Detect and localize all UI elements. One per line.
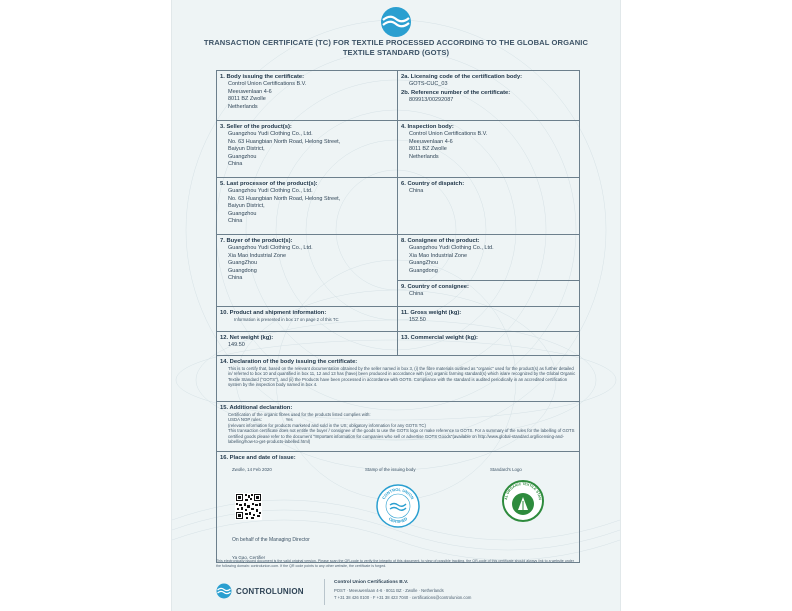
box-3-line: Baiyun District,: [228, 146, 265, 153]
box-1-label: 1. Body issuing the certificate:: [220, 74, 305, 80]
footer-company: Control Union Certifications B.V.: [334, 580, 409, 585]
control-union-certified-seal: [375, 483, 421, 529]
footer-divider: [324, 579, 325, 605]
box-3-line: Guangzhou Yudi Clothing Co., Ltd.: [228, 131, 313, 137]
seal-top-text: CONTROL UNION: [380, 486, 416, 501]
box-3-line: China: [228, 161, 243, 168]
box-12-value: 149.50: [228, 342, 245, 348]
box-4-line: 8011 BZ Zwolle: [409, 146, 447, 153]
gots-logo-icon: [501, 479, 545, 525]
row-7-8-9: [217, 235, 579, 307]
box-3-line: Guangzhou: [228, 153, 257, 160]
seal-bottom-text: CERTIFIED: [387, 516, 409, 525]
box-6-country-dispatch: [398, 178, 579, 234]
box-5-line: China: [228, 218, 243, 225]
box-15-additional-declaration: [217, 402, 579, 451]
box-12-label: 12. Net weight (kg):: [220, 335, 274, 341]
box-8-9-column: [398, 235, 579, 306]
box-5-line: Guangzhou: [228, 210, 257, 217]
box-2b-value: 809913/00292087: [409, 96, 454, 103]
box-7-buyer: [217, 235, 398, 306]
box-8-consignee: [398, 235, 579, 281]
box-8-line: Guangdong: [409, 267, 438, 274]
box-8-line: GuangZhou: [409, 260, 439, 267]
box-1-line: Meeuwenlaan 4-6: [228, 88, 272, 95]
box-13-label: 13. Commercial weight (kg):: [401, 335, 478, 341]
row-15: [217, 402, 579, 452]
box-1-line: Netherlands: [228, 103, 258, 110]
box-16-place-date: [217, 452, 579, 562]
box-7-line: Xia Mao Industrial Zone: [228, 252, 287, 259]
box-15-line: (relevant information for products marketed and sold in the US; obligatory information for any GOTS TC): [228, 422, 426, 428]
box-15-line: Certification of the organic fibres used for the products listed complies with:: [228, 412, 371, 417]
on-behalf-text: On behalf of the Managing Director: [232, 537, 310, 543]
box-10-label: 10. Product and shipment information:: [220, 310, 327, 316]
box-10-value: Information is presented in box 17 on page 2 of this TC: [234, 317, 339, 322]
box-7-line: GuangZhou: [228, 260, 258, 267]
box-9-label: 9. Country of consignee:: [401, 284, 469, 290]
box-11-value: 152.50: [409, 317, 426, 323]
footer-contact: T +31 38 426 0100 · F +31 38 423 7040 · certifications@controlunion.com: [334, 595, 472, 600]
row-10-11: [217, 307, 579, 332]
footer-brand: CONTROLUNION: [236, 587, 304, 596]
certificate-table: [216, 70, 580, 563]
gots-ring-text: AL ORGANIC TEXTILE STAN: [504, 481, 542, 501]
box-5-line: Guangzhou Yudi Clothing Co., Ltd.: [228, 188, 313, 194]
row-3-4: [217, 121, 579, 178]
box-3-label: 3. Seller of the product(s):: [220, 124, 292, 130]
box-3-seller: [217, 121, 398, 177]
box-7-label: 7. Buyer of the product(s):: [220, 238, 293, 244]
box-1-line: 8011 BZ Zwolle: [228, 96, 266, 103]
box-2-licensing: [398, 71, 579, 120]
box-5-line: No. 63 Huangbian North Road, Helong Street,: [228, 195, 341, 202]
certificate-page: [172, 0, 620, 611]
box-2a-value: GOTS-CUC_03: [409, 81, 448, 87]
row-14: [217, 356, 579, 402]
box-5-line: Baiyun District,: [228, 203, 265, 210]
box-6-value: China: [409, 188, 424, 194]
box-8-line: Xia Mao Industrial Zone: [409, 252, 468, 259]
box-6-label: 6. Country of dispatch:: [401, 181, 465, 187]
issue-date: Zwolle, 14 Feb 2020: [232, 467, 272, 472]
box-4-line: Control Union Certifications B.V.: [409, 131, 488, 137]
box-13-commercial-weight: [398, 332, 579, 355]
box-8-label: 8. Consignee of the product:: [401, 238, 480, 244]
box-11-label: 11. Gross weight (kg):: [401, 310, 462, 316]
box-9-value: China: [409, 291, 424, 297]
page-footer: [216, 577, 578, 607]
box-4-label: 4. Inspection body:: [401, 124, 454, 130]
box-11-gross-weight: [398, 307, 579, 331]
box-14-label: 14. Declaration of the body issuing the certificate:: [220, 359, 358, 365]
box-10-product-info: [217, 307, 398, 331]
box-15-line: This transaction certificate does not entitle the buyer / consignee of the goods to use the GOTS logo or make reference to GOTS. For a summary of the rules for the labelling of GOTS certified goods please refer to the document "Important information for companies who sell or advertise GOTS Goods"(available on http://www.global-standard.org/licensing-and-labelling/how-to-get-products-labelled.html): [228, 428, 575, 445]
box-4-line: Netherlands: [409, 153, 439, 160]
box-1-issuing-body: [217, 71, 398, 120]
signer-name: Ya Gao, Certifier: [232, 555, 266, 560]
control-union-mark-icon: [216, 583, 232, 599]
qr-code-icon: [235, 493, 262, 520]
box-16-label: 16. Place and date of issue:: [220, 455, 296, 461]
box-14-declaration: [217, 356, 579, 401]
box-15-label: 15. Additional declaration:: [220, 405, 293, 411]
box-15-line: USDA NOP rules: Yes: [228, 417, 293, 423]
box-9-country-consignee: [398, 281, 579, 301]
footer-address: POST · Meeuwenlaan 4-6 · 8011 BZ · Zwolle · Netherlands: [334, 588, 444, 593]
box-2b-label: 2b. Reference number of the certificate:: [401, 89, 511, 96]
box-4-inspection-body: [398, 121, 579, 177]
box-5-last-processor: [217, 178, 398, 234]
row-12-13: [217, 332, 579, 356]
stamp-caption: Stamp of the issuing body: [365, 467, 416, 472]
box-3-line: No. 63 Huangbian North Road, Helong Street,: [228, 138, 341, 145]
row-1-2: [217, 71, 579, 121]
box-7-line: Guangdong: [228, 267, 257, 274]
control-union-logo-icon: [380, 6, 412, 38]
box-4-line: Meeuwenlaan 4-6: [409, 138, 453, 145]
certificate-title: TRANSACTION CERTIFICATE (TC) FOR TEXTILE PROCESSED ACCORDING TO THE GLOBAL ORGANIC TEXTILE STANDARD (GOTS): [203, 38, 589, 57]
box-8-line: Guangzhou Yudi Clothing Co., Ltd.: [409, 245, 494, 251]
box-2a-label: 2a. Licensing code of the certification body:: [401, 74, 523, 80]
disclaimer-text: This electronically issued document is the valid original version. Please scan the QR-code to verify the integrity of this document, to view of possible tracking, the QR-code of this certificate should always link to a website under the following domain: controlunion.com. If the QR code points to any other website, the certificate is forged.: [216, 559, 574, 568]
box-1-line: Control Union Certifications B.V.: [228, 81, 307, 87]
box-12-net-weight: [217, 332, 398, 355]
box-14-text: This is to certify that, based on the relevant documentation obtained by the seller named in box 3, (i) the fibre materials outlined as "organic" used for the product(s) as further detailed in/ referred to box 10 and quantified in box 11, 12 and 13 has (have) been produced in accordance with (an) organic farming standard(s) which is/are recognized by the Global Organic Textile Standard ("GOTS"), and (ii) the Products have been processed in accordance with GOTS. Compliance with the standard is audited periodically in an accredited certification system by the inspection body named in box 4.: [228, 366, 576, 388]
row-16: [217, 452, 579, 562]
box-5-label: 5. Last processor of the product(s):: [220, 181, 318, 187]
box-7-line: Guangzhou Yudi Clothing Co., Ltd.: [228, 245, 313, 251]
row-5-6: [217, 178, 579, 235]
standard-logo-caption: Standard's Logo: [490, 467, 522, 472]
box-7-line: China: [228, 275, 243, 282]
